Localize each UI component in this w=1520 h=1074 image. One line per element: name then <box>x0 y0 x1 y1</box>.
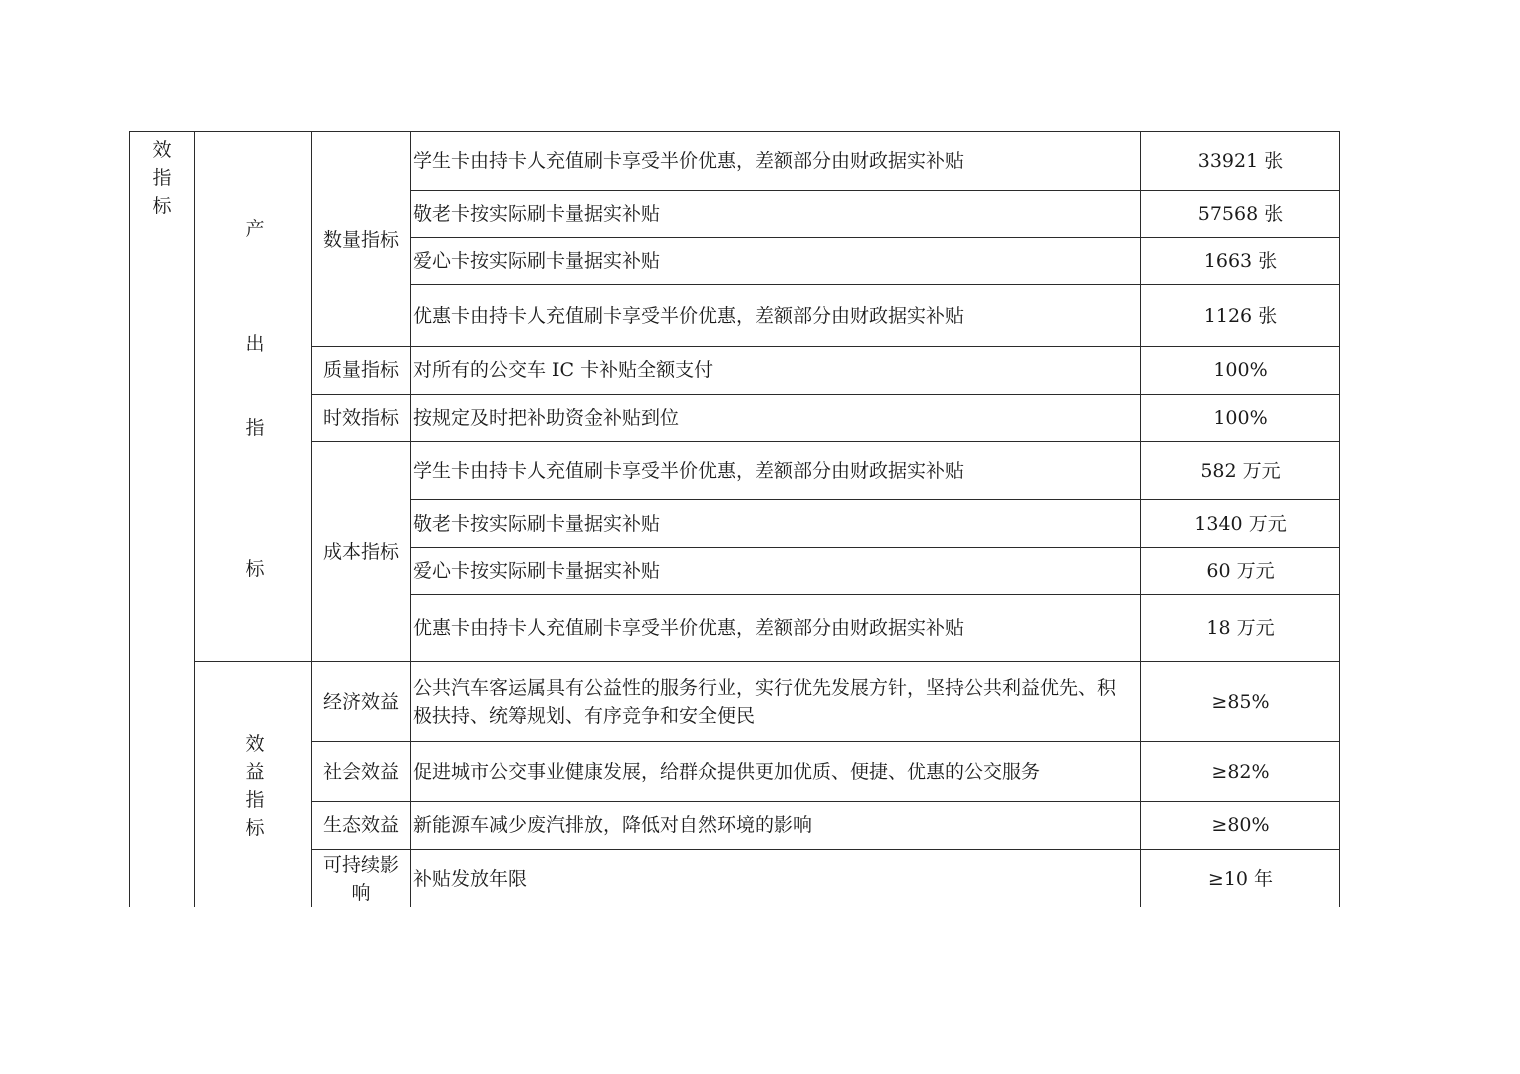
row-value: 18 万元 <box>1206 617 1275 639</box>
category-timeliness: 时效指标 <box>322 407 399 429</box>
table-border-top <box>129 131 1340 132</box>
row-value: 60 万元 <box>1206 560 1275 582</box>
table-border-left <box>129 131 130 907</box>
row-divider <box>311 346 1340 347</box>
row-description: 补贴发放年限 <box>413 868 528 890</box>
category-ecological: 生态效益 <box>322 814 399 836</box>
group-divider <box>194 661 1340 662</box>
category-economic: 经济效益 <box>322 691 399 713</box>
row-value: 1126 张 <box>1203 305 1278 327</box>
output-group-char: 标 <box>245 558 265 580</box>
category-sustainable: 可持续影 <box>322 854 399 876</box>
row-value: 100% <box>1213 407 1268 429</box>
row-description: 优惠卡由持卡人充值刷卡享受半价优惠，差额部分由财政据实补贴 <box>413 617 965 639</box>
category-quantity: 数量指标 <box>322 229 399 251</box>
level1-label: 效 指 标 <box>152 139 172 217</box>
category-social: 社会效益 <box>322 761 399 783</box>
category-sustainable-cont: 响 <box>351 882 371 904</box>
output-group-char: 出 <box>245 333 265 355</box>
row-description: 学生卡由持卡人充值刷卡享受半价优惠，差额部分由财政据实补贴 <box>413 150 965 172</box>
row-value: ≥80% <box>1211 814 1270 836</box>
row-description: 新能源车减少废汽排放，降低对自然环境的影响 <box>413 814 813 836</box>
row-divider <box>311 741 1340 742</box>
row-description: 爱心卡按实际刷卡量据实补贴 <box>413 560 661 582</box>
row-divider <box>410 237 1340 238</box>
row-value: 1340 万元 <box>1194 513 1287 535</box>
category-cost: 成本指标 <box>322 541 399 563</box>
row-divider <box>410 190 1340 191</box>
row-divider <box>311 849 1340 850</box>
row-divider <box>311 394 1340 395</box>
output-group-char: 产 <box>245 218 265 240</box>
row-divider <box>410 499 1340 500</box>
row-description: 爱心卡按实际刷卡量据实补贴 <box>413 250 661 272</box>
row-description: 敬老卡按实际刷卡量据实补贴 <box>413 513 661 535</box>
row-description: 优惠卡由持卡人充值刷卡享受半价优惠，差额部分由财政据实补贴 <box>413 305 965 327</box>
row-description: 公共汽车客运属具有公益性的服务行业，实行优先发展方针，坚持公共利益优先、积 <box>413 677 1117 699</box>
row-value: ≥10 年 <box>1207 868 1274 890</box>
row-description: 按规定及时把补助资金补贴到位 <box>413 407 680 429</box>
row-description-cont: 极扶持、统筹规划、有序竞争和安全便民 <box>413 705 756 727</box>
row-description: 敬老卡按实际刷卡量据实补贴 <box>413 203 661 225</box>
row-value: 582 万元 <box>1200 460 1281 482</box>
category-quality: 质量指标 <box>322 359 399 381</box>
row-description: 对所有的公交车 IC 卡补贴全额支付 <box>413 359 714 381</box>
row-value: 57568 张 <box>1197 203 1284 225</box>
row-description: 学生卡由持卡人充值刷卡享受半价优惠，差额部分由财政据实补贴 <box>413 460 965 482</box>
row-value: 33921 张 <box>1197 150 1284 172</box>
row-value: 1663 张 <box>1203 250 1278 272</box>
row-value: 100% <box>1213 359 1268 381</box>
row-value: ≥85% <box>1211 691 1270 713</box>
table-divider <box>194 131 195 907</box>
table-divider <box>410 131 411 907</box>
benefit-group-label: 效 益 指 标 <box>245 733 265 839</box>
row-divider <box>311 441 1340 442</box>
row-description: 促进城市公交事业健康发展，给群众提供更加优质、便捷、优惠的公交服务 <box>413 761 1041 783</box>
row-value: ≥82% <box>1211 761 1270 783</box>
output-group-char: 指 <box>245 417 265 439</box>
row-divider <box>311 801 1340 802</box>
row-divider <box>410 284 1340 285</box>
row-divider <box>410 547 1340 548</box>
row-divider <box>410 594 1340 595</box>
